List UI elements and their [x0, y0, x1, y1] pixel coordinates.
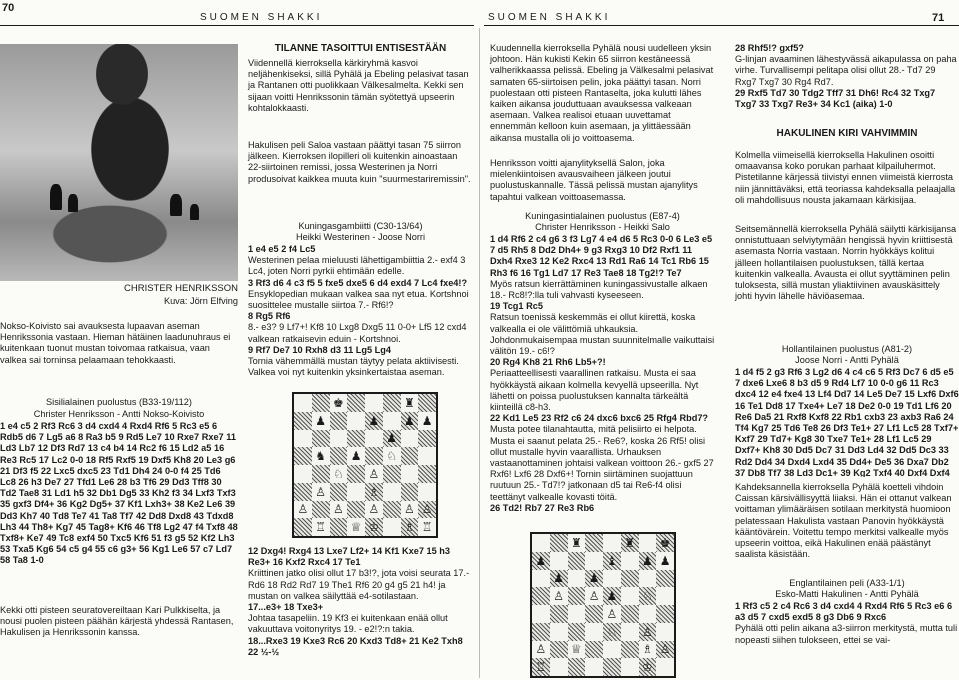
board-square	[365, 430, 383, 448]
col1-outro: Kekki otti pisteen seuratovereiltaan Kari Pulkkiselta, ja nousi puolen pisteen päähän kärjestä yhdessä Rantasen, Hakulisen ja Henrikssonin kanssa.	[0, 605, 234, 638]
board-square: ♕	[568, 641, 586, 659]
board-square	[418, 430, 436, 448]
col2-moves-4: 9 Rf7 De7 10 Rxh8 d3 11 Lg5 Lg4	[248, 344, 391, 355]
board-square	[401, 483, 419, 501]
board-square: ♟	[401, 412, 419, 430]
board-square	[347, 465, 365, 483]
col4-moves-2: 29 Rxf5 Td7 30 Tdg2 Tff7 31 Dh6! Rc4 32 Txg7 Txg7 33 Txg7 Re3+ 34 Kc1 (aika) 1-0	[735, 87, 936, 110]
board-square	[568, 587, 586, 605]
col4-game-body-2	[735, 601, 959, 646]
board-square	[585, 658, 603, 676]
col3-game-title: Kuningasintialainen puolustus (E87-4)	[525, 211, 680, 221]
board-square: ♟	[347, 447, 365, 465]
col2-moves-6: 17...e3+ 18 Txe3+	[248, 602, 324, 613]
board-square	[621, 641, 639, 659]
col2-note-3: 8.- e3? 9 Lf7+! Kf8 10 Lxg8 Dxg5 11 0-0+ Lf5 12 cxd4 valkean ratkaisevin eduin - Kortshnoi.	[248, 322, 467, 344]
board-square: ♕	[347, 518, 365, 536]
col3-game-body	[490, 234, 715, 514]
board-square	[418, 483, 436, 501]
board-square: ♙	[656, 641, 674, 659]
col2-game-title: Kuningasgambiitti (C30-13/64)	[298, 221, 423, 231]
board-square: ♙	[418, 501, 436, 519]
board-square	[383, 394, 401, 412]
board-square	[621, 658, 639, 676]
col3-moves-2: 19 Tcg1 Rc5	[490, 301, 543, 312]
col1-intro: Nokso-Koivisto sai avauksesta lupaavan aseman Henrikssonia vastaan. Hieman hätäinen laadunuhraus ei kuitenkaan tuonut mustan toivomaa ratkaisua, vaan valkea sai torninsa pelaamaan tehokkaasti.	[0, 321, 231, 365]
board-square	[383, 501, 401, 519]
board-square: ♙	[330, 501, 348, 519]
board-square: ♗	[365, 483, 383, 501]
board-square	[294, 430, 312, 448]
board-square	[401, 430, 419, 448]
board-square	[418, 447, 436, 465]
col4-game-players-2: Esko-Matti Hakulinen - Antti Pyhälä	[775, 589, 919, 599]
board-square: ♘	[603, 623, 621, 641]
board-square: ♙	[312, 483, 330, 501]
board-square	[347, 501, 365, 519]
board-square: ♖	[312, 518, 330, 536]
board-square	[418, 465, 436, 483]
board-square: ♗	[639, 641, 657, 659]
col2-note-5: Kriittinen jatko olisi ollut 17 b3!?, jota voisi seurata 17.- Rd6 18 Rd2 Rd7 19 The1 Rf6 20 g4 g5 21 h4! ja mustan on valkea säilyttää e4-sotilastaan.	[248, 568, 470, 601]
col4-game-title-2: Englantilainen peli (A33-1/1)	[789, 578, 905, 588]
board-square	[532, 587, 550, 605]
col4-top	[735, 43, 959, 110]
photo-caption-name: CHRISTER HENRIKSSON	[123, 283, 238, 294]
board-square	[312, 465, 330, 483]
board-square: ♘	[383, 447, 401, 465]
board-square: ♟	[656, 552, 674, 570]
col1-game-players: Christer Henriksson - Antti Nokso-Koivisto	[33, 409, 205, 419]
board-square	[568, 570, 586, 588]
col2-box-title: TILANNE TASOITTUI ENTISESTÄÄN	[274, 43, 447, 54]
board-square: ♙	[365, 465, 383, 483]
board-square: ♖	[532, 658, 550, 676]
board-square	[621, 623, 639, 641]
board-square	[383, 483, 401, 501]
col2-game-players: Heikki Westerinen - Joose Norri	[295, 232, 425, 242]
col1-game-moves: 1 e4 c5 2 Rf3 Rc6 3 d4 cxd4 4 Rxd4 Rf6 5 Rc3 e5 6 Rdb5 d6 7 Lg5 a6 8 Ra3 b5 9 Rd5 Le7 10 Rxe7 Rxe7 11 Ld3 Lb7 12 Df3 Rd7 13 c4 b4 14 Rc2 f6 15 Ld2 a5 16 Re3 Rc5 17 Lc2 0-0 18 Rf5 Rxf5 19 Dxf5 Kh8 20 Le3 g6 21 Df3 f5 22 Lxc5 dxc5 23 Td1 Dh4 24 0-0 f4 25 Td6 Lc8 26 h3 De7 27 Tfd1 Le6 28 b3 Tf6 29 Dd3 Tff8 30 Td2 Tae8 31 Ld1 h5 32 Db1 Dg5 33 Kh2 f3 34 Lxf3 Txf3 35 gxf3 Df4+ 36 Kg2 Dg5+ 37 Kf1 Lxh3+ 38 Ke2 Le6 39 Dd3 Kh7 40 Td8 Te7 41 Ta8 Tf7 42 Dd8 Dxd8 43 Tdxd8 Lh3 44 Th8+ Kg7 45 Tag8+ Kf6 46 Tf8 Lg2 47 f4 Txf8 48 Txf8+ Ke7 49 Tc8 exf4 50 Txc5 Kf6 51 f3 g5 52 Kf2 Lh3 53 Txa5 Kg6 54 c5 g4 55 c6 g3+ 56 Kg1 Le6 57 c7 Ld7 58 Ta8 1-0	[0, 421, 238, 566]
board-square	[621, 570, 639, 588]
board-square	[603, 534, 621, 552]
board-square: ♟	[585, 570, 603, 588]
col3-moves-4: 22 Kd1 Le5 23 Rf2 c6 24 dxc6 bxc6 25 Rfg4 Rbd7?	[490, 413, 709, 424]
board-square: ♙	[365, 501, 383, 519]
col4-p2: Seitsemännellä kierroksella Pyhälä säilytti kärkisijansa onnistuttuaan selviytymään hengissä hyvin kriittisestä asemasta Norria vastaan. Norrin hyökkäys kolitui jälleen hollantilaisen puolustuksen, tällä kertaa kuitenkin valkealla. Avausta ei ollut syyttäminen pelin tuloksesta, sillä mustan yliaktiivinen avauskäsittely johti hyvin lähelle häviöasemaa.	[735, 224, 957, 302]
board-square	[330, 447, 348, 465]
board-square: ♟	[312, 412, 330, 430]
board-square: ♟	[418, 412, 436, 430]
board-square	[365, 394, 383, 412]
board-square	[312, 501, 330, 519]
board-square: ♟	[603, 587, 621, 605]
board-square	[568, 552, 586, 570]
board-square	[603, 570, 621, 588]
chess-diagram-right	[530, 532, 676, 678]
right-page-number: 71	[932, 12, 945, 24]
col4-p3: Kahdeksannella kierroksella Pyhälä koetteli vihdoin Caissan kärsivällisyyttä liiaksi. Hän ei ottanut valkean voittaman ylimääräisen sotilaan merkitystä huomioon pelatessaan Hakulista vastaan Panovin hyökkäystä kääntövärein. Voitettu tempo merkitsi valkealle myös upseerin voittoa, eikä Hakulinen enää päästänyt saalista käsistään.	[735, 482, 952, 560]
board-square: ♜	[568, 534, 586, 552]
col3-p1: Kuudennella kierroksella Pyhälä nousi uudelleen yksin johtoon. Hän kukisti Kekin 65 siirron kestäneessä valherikkaassa pelissä. Ebeling ja Välkesalmi pelasivat samaten 65-siirtoisen pelin, joka päättyi tasan. Norri puolestaan otti pisteen Rantaselta, joka kulutti lähes kaiken aikansa jouduttuaan avauksessa valkeaan asemaan. Valkea realisoi etuaan uuvettamat ennemmän kelloon kuin asemaan, ja ylittäessään aikansa mustalla oli jo voittoasema.	[490, 43, 714, 143]
col2-moves-7: 18...Rxe3 19 Kxe3 Rc6 20 Kxd3 Td8+ 21 Ke2 Txh8 22 ½-½	[248, 635, 463, 657]
board-square	[550, 605, 568, 623]
header-rule-right	[484, 25, 959, 26]
col4-moves-1: 28 Rhf5!? gxf5?	[735, 43, 804, 53]
board-square	[550, 658, 568, 676]
col4-moves-3: 1 d4 f5 2 g3 Rf6 3 Lg2 d6 4 c4 c6 5 Rf3 Dc7 6 d5 e5 7 dxe6 Lxe6 8 b3 d5 9 Rd4 Lf7 10 0-0 g6 11 Rc3 dxc4 12 e4 fxe4 13 Lf4 Dd7 14 Le5 De7 15 Lxf6 Dxf6 16 Te1 Dd8 17 Txe4+ Le7 18 De2 0-0 19 Td1 Lf6 20 Re6 Da5 21 Rxf8 Kxf8 22 Rb1 cxb3 23 axb3 Ra6 24 Tf4 Kg7 25 Td6 Te8 26 Df3 Te1+ 27 Lf1 Lc5 28 Txf7+ Kxf7 29 Td7+ Kg8 30 Txe7 Te1+ 28 Lf1 Lc5 29 Dxf7+ Kh8 30 Dd5 Dc7 31 Dd3 Ld4 32 Dd5 Dc3 33 Rd2 Dd4 34 Dxd4 Lxd4 35 Dd4+ De5 36 Dxa7 Db2 37 Db8 Tf7 38 Ld3 Dc1+ 39 Kg2 Txf4 40 Dxf4 Dxf4	[735, 367, 959, 477]
col3-note-4: Musta potee tilanahtautta, mitä pelisiirto ei helpota. Musta ei saanut pelata 25.- Re6?, koska 26 Rf5! olisi ollut mustalle hyvin vaarallista. Urhauksen vastaanottaminen johtaisi valkean voittoon 26.- gxf5 27 Rxf6! Lxf6 28 Dxf6+! Tornin siirtäminen suojattuun ruutuun 25.- Td7!? jatkonaan d5 tai Re6-f4 olisi teettänyt valkealle kovasti töitä.	[490, 424, 714, 502]
board-square: ♚	[330, 394, 348, 412]
board-square	[532, 570, 550, 588]
col2-box-p2: Hakulisen peli Saloa vastaan päättyi tasan 75 siirron jälkeen. Kierroksen ilopilleri oli kuitenkin ainoastaan 22-siirtoinen remissi, jossa Westerinen ja Norri produsoivat kaikkea muuta kuin "suurmestariremissin".	[248, 140, 471, 184]
photo-caption-credit: Kuva: Jörn Elfving	[163, 296, 238, 306]
board-square: ♟	[532, 552, 550, 570]
board-square	[532, 623, 550, 641]
board-square	[639, 534, 657, 552]
board-square: ♟	[383, 430, 401, 448]
right-running-title: SUOMEN SHAKKI	[488, 12, 611, 23]
col4-moves-4: 1 Rf3 c5 2 c4 Rc6 3 d4 cxd4 4 Rxd4 Rf6 5 Rc3 e6 6 a3 d5 7 cxd5 exd5 8 g3 Db6 9 Rxc6	[735, 601, 953, 623]
board-square: ♙	[639, 623, 657, 641]
col4-game-players: Joose Norri - Antti Pyhälä	[795, 355, 899, 365]
col2-moves-1: 1 e4 e5 2 f4 Lc5	[248, 244, 316, 254]
board-square: ♜	[401, 394, 419, 412]
board-square: ♚	[656, 534, 674, 552]
col3-moves-3: 20 Rg4 Kh8 21 Rh6 Lb5+?!	[490, 357, 606, 368]
board-square: ♝	[603, 552, 621, 570]
col4-note-4: Pyhälä otti pelin aikana a3-siirron merkitystä, mutta tuli nopeasti siihen tulokseen, ettei se vai-	[735, 623, 958, 645]
board-square: ♗	[401, 518, 419, 536]
col3-p2: Henriksson voitti ajanylityksellä Salon, joka mielenkiintoisen avausvaiheen jälkeen joutui puolustuskannalle. Tässä pelissä mustan ajanylitys tapahtui valkean voittoasemassa.	[490, 158, 698, 202]
col4-game-title: Hollantilainen puolustus (A81-2)	[781, 344, 913, 354]
board-square	[550, 641, 568, 659]
board-square	[330, 518, 348, 536]
board-square	[532, 534, 550, 552]
board-square	[330, 430, 348, 448]
board-square	[568, 658, 586, 676]
board-square	[294, 394, 312, 412]
col3-game-players: Christer Henriksson - Heikki Salo	[535, 222, 670, 232]
board-square	[294, 465, 312, 483]
board-square	[294, 483, 312, 501]
col3-moves-1: 1 d4 Rf6 2 c4 g6 3 f3 Lg7 4 e4 d6 5 Rc3 0-0 6 Le3 e5 7 d5 Rh5 8 Dd2 Dh4+ 9 g3 Rxg3 10 Df2 Rxf1 11 Dxh4 Rxe3 12 Ke2 Rxc4 13 Rd1 Ra6 14 Tc1 Rb6 15 Rh3 f6 16 Tg1 Ld7 17 Re3 Tae8 18 Tg2!? Te7	[490, 234, 713, 278]
board-square	[656, 570, 674, 588]
col2-game-body-lower	[248, 546, 473, 658]
board-square: ♙	[532, 641, 550, 659]
board-square: ♙	[550, 587, 568, 605]
header-rule-left	[0, 25, 474, 26]
board-square	[550, 534, 568, 552]
col2-moves-3: 8 Rg5 Rf6	[248, 311, 291, 322]
board-square	[568, 623, 586, 641]
board-square	[585, 552, 603, 570]
board-square: ♟	[365, 412, 383, 430]
col2-moves-5: 12 Dxg4! Rxg4 13 Lxe7 Lf2+ 14 Kf1 Kxe7 15 h3 Re3+ 16 Kxf2 Rxc4 17 Te1	[248, 546, 450, 568]
board-square	[383, 518, 401, 536]
board-square	[568, 605, 586, 623]
board-square: ♘	[330, 465, 348, 483]
board-square	[656, 658, 674, 676]
col2-moves-2: 3 Rf3 d6 4 c3 f5 5 fxe5 dxe5 6 d4 exd4 7 Lc4 fxe4!?	[248, 277, 468, 288]
board-square: ♞	[312, 447, 330, 465]
board-square	[656, 605, 674, 623]
col4-heading: HAKULINEN KIRI VAHVIMMIN	[776, 128, 918, 139]
board-square: ♘	[639, 587, 657, 605]
board-square	[603, 658, 621, 676]
col4-p1: Kolmella viimeisellä kierroksella Hakulinen osoitti omaavansa koko porukan parhaat kilpailuhermot. Pistetilanne kärjessä tiivistyi ennen viimeistä kierrosta niin jännittäväksi, että teoriassa kahdeksalla pelaajalla oli mahdollisuus nousta jakamaan kärkisijaa.	[735, 150, 956, 205]
left-running-title: SUOMEN SHAKKI	[200, 12, 323, 23]
board-square: ♙	[294, 501, 312, 519]
board-square	[383, 465, 401, 483]
board-square	[294, 412, 312, 430]
board-square	[347, 483, 365, 501]
board-square	[347, 412, 365, 430]
col3-note-1: Myös ratsun kierrättäminen kuningassivustalle alkaen 18.- Rc8!?:lla tuli vahvasti kyseeseen.	[490, 278, 708, 301]
board-square	[401, 447, 419, 465]
player-photo	[0, 44, 238, 281]
board-square	[312, 430, 330, 448]
board-square	[330, 412, 348, 430]
board-square	[585, 605, 603, 623]
col2-note-1: Westerinen pelaa mieluusti lähettigambiittia 2.- exf4 3 Lc4, joten Norri pyrkii ehtimään edelle.	[248, 255, 466, 277]
board-square	[639, 605, 657, 623]
col2-note-4: Tornia vähemmällä mustan täytyy pelata aktiivisesti. Valkea voi nyt kuitenkin yksinkertaistaa aseman.	[248, 356, 459, 378]
col3-note-3: Periaatteellisesti vaarallinen ratkaisu. Musta ei saa hyökkäystä aikaan kolmella kevyellä upseerilla. Nyt lähetti on poissa puolustuksen kannalta tärkeältä kiinteillä c8-h3.	[490, 368, 699, 413]
board-square	[621, 552, 639, 570]
board-square: ♟	[639, 552, 657, 570]
board-square: ♙	[603, 605, 621, 623]
board-square	[383, 412, 401, 430]
col2-game-body	[248, 244, 473, 378]
board-square: ♔	[639, 658, 657, 676]
board-square	[401, 465, 419, 483]
board-square	[330, 483, 348, 501]
board-square	[639, 570, 657, 588]
board-square	[585, 623, 603, 641]
board-square	[294, 518, 312, 536]
board-square: ♙	[585, 587, 603, 605]
board-square	[418, 394, 436, 412]
gutter-line	[479, 28, 480, 678]
chess-diagram-left	[292, 392, 438, 538]
col2-note-6: Johtaa tasapeliin. 19 Kf3 ei kuitenkaan enää ollut vakuuttava voitonyritys 19. - e2!?:n takia.	[248, 613, 448, 635]
board-square: ♟	[550, 570, 568, 588]
board-square	[656, 587, 674, 605]
board-square	[621, 605, 639, 623]
board-square	[656, 623, 674, 641]
board-square	[603, 641, 621, 659]
col3-moves-5: 26 Td2! Rb7 27 Re3 Rb6	[490, 502, 595, 513]
col2-note-2: Ensyklopedian mukaan valkea saa nyt etua. Kortshnoi suosittelee mustalle siirtoa 7.- Rf6!?	[248, 288, 469, 311]
board-square	[621, 587, 639, 605]
board-square: ♙	[401, 501, 419, 519]
col2-box-p1: Viidennellä kierroksella kärkiryhmä kasvoi neljähenkiseksi, sillä Pyhälä ja Ebeling pelasivat tasan ja Rantanen otti puolikkaan Välkesalmelta. Kekki sen sijaan voitti Henrikssonin tämän syötettyä upseerin kohtalokkaasti.	[248, 58, 469, 113]
board-square: ♔	[365, 518, 383, 536]
board-square	[585, 534, 603, 552]
board-square	[365, 447, 383, 465]
col1-game-title: Sisilialainen puolustus (B33-19/112)	[46, 397, 192, 407]
board-square	[550, 623, 568, 641]
board-square: ♜	[621, 534, 639, 552]
board-square	[532, 605, 550, 623]
col3-note-2: Ratsun toenissä keskemmäs ei ollut kiirettä, koska valkealla ei ole välittömiä uhkauksia. Johdonmukaisempaa mustan suunnitelmalle vaikuttaisi välitön 19.- c6!?	[490, 312, 715, 357]
board-square	[347, 394, 365, 412]
left-page-number: 70	[2, 2, 15, 14]
board-square: ♖	[418, 518, 436, 536]
board-square	[585, 641, 603, 659]
board-square	[347, 430, 365, 448]
board-square	[550, 552, 568, 570]
col4-note-1: G-linjan avaaminen lähestyvässä aikapulassa on paha virhe. Turvallisempi pelitapa olisi ollut 28.- Td7 29 Rxg7 Txg7 30 Rg4 Rd7.	[735, 54, 957, 87]
board-square	[294, 447, 312, 465]
board-square	[312, 394, 330, 412]
